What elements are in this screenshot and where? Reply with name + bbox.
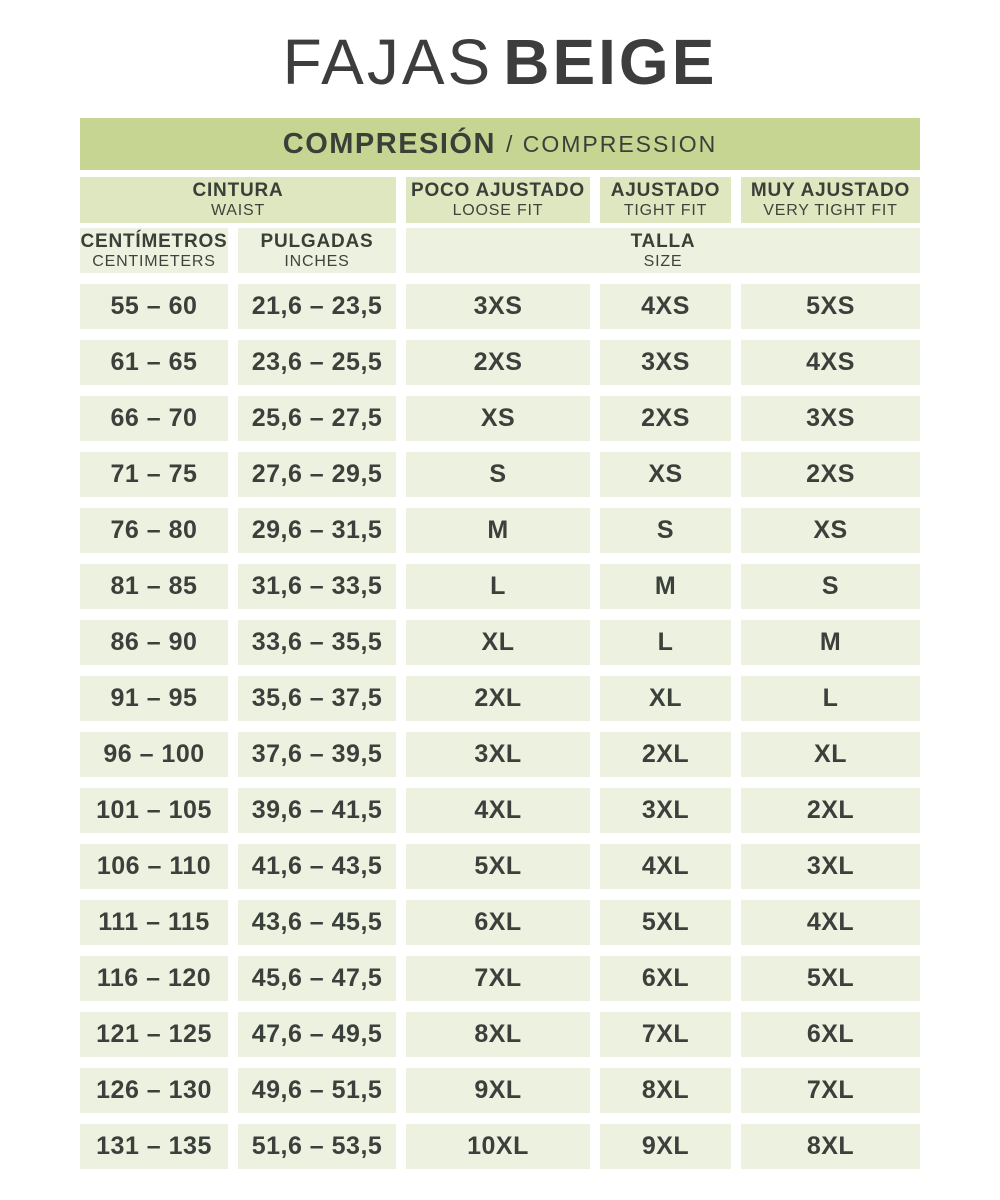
cell-cm-range: 61 – 65	[80, 340, 228, 385]
cell-inches-range: 51,6 – 53,5	[238, 1124, 396, 1169]
cell-size-tight: 2XS	[600, 396, 731, 441]
subheader-centimetros-en: CENTIMETERS	[92, 252, 216, 270]
cell-cm-range: 111 – 115	[80, 900, 228, 945]
compression-banner	[80, 118, 920, 170]
header-ajustado-en: TIGHT FIT	[623, 202, 708, 219]
cell-size-loose: 5XL	[406, 844, 590, 889]
cell-size-loose: 4XL	[406, 788, 590, 833]
cell-cm-range: 131 – 135	[80, 1124, 228, 1169]
header-muy-ajustado-en: VERY TIGHT FIT	[763, 202, 898, 219]
subheader-pulgadas-es: PULGADAS	[260, 230, 374, 252]
cell-inches-range: 37,6 – 39,5	[238, 732, 396, 777]
header-ajustado-es: AJUSTADO	[610, 180, 721, 201]
header-muy-ajustado-es: MUY AJUSTADO	[750, 180, 911, 201]
cell-size-very-tight: XL	[741, 732, 920, 777]
cell-cm-range: 86 – 90	[80, 620, 228, 665]
cell-inches-range: 49,6 – 51,5	[238, 1068, 396, 1113]
cell-size-very-tight: XS	[741, 508, 920, 553]
size-table-body	[80, 284, 920, 1169]
cell-size-tight: 6XL	[600, 956, 731, 1001]
cell-size-loose: 7XL	[406, 956, 590, 1001]
cell-inches-range: 35,6 – 37,5	[238, 676, 396, 721]
header-cintura-en: WAIST	[210, 202, 266, 219]
cell-inches-range: 23,6 – 25,5	[238, 340, 396, 385]
subheader-centimetros	[80, 228, 228, 273]
cell-inches-range: 41,6 – 43,5	[238, 844, 396, 889]
header-cintura-es: CINTURA	[192, 180, 284, 201]
header-poco-ajustado	[406, 177, 590, 223]
cell-inches-range: 45,6 – 47,5	[238, 956, 396, 1001]
cell-size-very-tight: 3XL	[741, 844, 920, 889]
header-muy-ajustado	[741, 177, 920, 223]
cell-inches-range: 47,6 – 49,5	[238, 1012, 396, 1057]
cell-size-tight: 5XL	[600, 900, 731, 945]
cell-size-tight: XL	[600, 676, 731, 721]
cell-size-tight: 2XL	[600, 732, 731, 777]
subheader-talla-en: SIZE	[643, 252, 683, 270]
compression-label-es: COMPRESIÓN	[282, 127, 496, 160]
cell-cm-range: 101 – 105	[80, 788, 228, 833]
cell-inches-range: 25,6 – 27,5	[238, 396, 396, 441]
cell-size-loose: 10XL	[406, 1124, 590, 1169]
cell-size-loose: XL	[406, 620, 590, 665]
cell-size-very-tight: 4XL	[741, 900, 920, 945]
compression-label-en: / COMPRESSION	[505, 130, 718, 157]
cell-inches-range: 39,6 – 41,5	[238, 788, 396, 833]
subheader-pulgadas	[238, 228, 396, 273]
cell-cm-range: 121 – 125	[80, 1012, 228, 1057]
subheader-centimetros-es: CENTÍMETROS	[80, 230, 228, 252]
cell-size-very-tight: S	[741, 564, 920, 609]
cell-size-very-tight: 2XS	[741, 452, 920, 497]
cell-size-very-tight: 4XS	[741, 340, 920, 385]
cell-cm-range: 91 – 95	[80, 676, 228, 721]
cell-cm-range: 106 – 110	[80, 844, 228, 889]
page-title	[0, 0, 1000, 118]
cell-size-very-tight: 5XS	[741, 284, 920, 329]
cell-size-tight: 8XL	[600, 1068, 731, 1113]
cell-cm-range: 116 – 120	[80, 956, 228, 1001]
cell-size-very-tight: 8XL	[741, 1124, 920, 1169]
cell-cm-range: 66 – 70	[80, 396, 228, 441]
cell-size-very-tight: 2XL	[741, 788, 920, 833]
cell-size-loose: M	[406, 508, 590, 553]
header-poco-ajustado-es: POCO AJUSTADO	[410, 180, 586, 201]
header-cintura	[80, 177, 396, 223]
cell-size-very-tight: M	[741, 620, 920, 665]
cell-size-tight: 4XL	[600, 844, 731, 889]
cell-size-loose: 2XL	[406, 676, 590, 721]
subheader-pulgadas-en: INCHES	[284, 252, 350, 270]
cell-size-very-tight: 3XS	[741, 396, 920, 441]
cell-size-loose: 3XL	[406, 732, 590, 777]
cell-size-loose: S	[406, 452, 590, 497]
cell-size-tight: S	[600, 508, 731, 553]
cell-size-loose: 8XL	[406, 1012, 590, 1057]
cell-size-very-tight: 5XL	[741, 956, 920, 1001]
title-word-fajas: FAJAS	[282, 26, 494, 98]
subheader-talla	[406, 228, 920, 273]
cell-size-tight: 9XL	[600, 1124, 731, 1169]
table-header	[80, 177, 920, 273]
cell-inches-range: 27,6 – 29,5	[238, 452, 396, 497]
cell-size-tight: 3XS	[600, 340, 731, 385]
cell-size-very-tight: L	[741, 676, 920, 721]
title-word-beige: BEIGE	[503, 26, 718, 98]
cell-size-tight: M	[600, 564, 731, 609]
cell-cm-range: 81 – 85	[80, 564, 228, 609]
cell-size-tight: 3XL	[600, 788, 731, 833]
cell-size-very-tight: 7XL	[741, 1068, 920, 1113]
cell-cm-range: 96 – 100	[80, 732, 228, 777]
cell-cm-range: 126 – 130	[80, 1068, 228, 1113]
cell-size-tight: 7XL	[600, 1012, 731, 1057]
cell-size-loose: 6XL	[406, 900, 590, 945]
cell-inches-range: 21,6 – 23,5	[238, 284, 396, 329]
cell-size-tight: L	[600, 620, 731, 665]
cell-size-very-tight: 6XL	[741, 1012, 920, 1057]
size-chart	[80, 118, 920, 1169]
cell-size-tight: 4XS	[600, 284, 731, 329]
cell-cm-range: 55 – 60	[80, 284, 228, 329]
cell-cm-range: 76 – 80	[80, 508, 228, 553]
subheader-talla-es: TALLA	[630, 230, 696, 252]
header-poco-ajustado-en: LOOSE FIT	[452, 202, 544, 219]
cell-size-loose: 2XS	[406, 340, 590, 385]
cell-inches-range: 43,6 – 45,5	[238, 900, 396, 945]
cell-size-loose: L	[406, 564, 590, 609]
cell-cm-range: 71 – 75	[80, 452, 228, 497]
cell-size-loose: 3XS	[406, 284, 590, 329]
cell-size-loose: 9XL	[406, 1068, 590, 1113]
cell-size-loose: XS	[406, 396, 590, 441]
cell-inches-range: 31,6 – 33,5	[238, 564, 396, 609]
cell-size-tight: XS	[600, 452, 731, 497]
cell-inches-range: 29,6 – 31,5	[238, 508, 396, 553]
header-ajustado	[600, 177, 731, 223]
cell-inches-range: 33,6 – 35,5	[238, 620, 396, 665]
